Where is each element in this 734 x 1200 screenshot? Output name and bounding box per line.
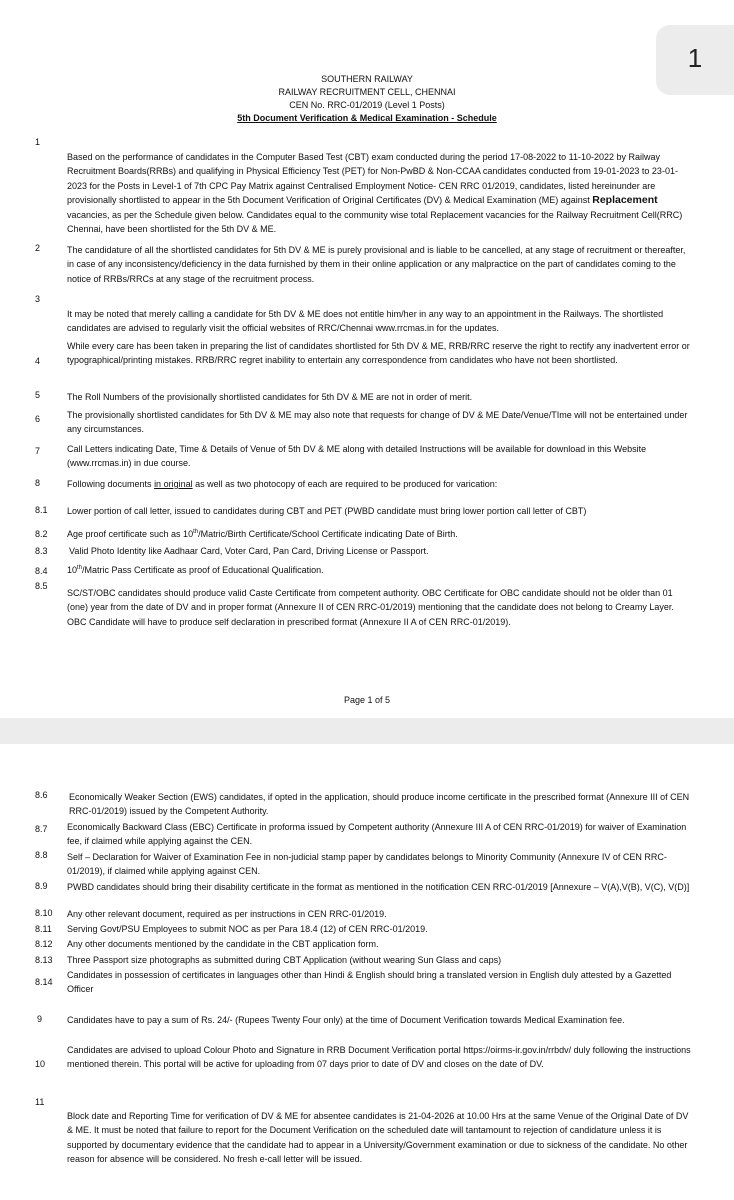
para-text: /Matric/Birth Certificate/School Certificate indicating Date of Birth. [198, 529, 458, 539]
para-2: The candidature of all the shortlisted candidates for 5th DV & ME is purely provisional and is liable to be cancelled, at any stage of recruitment or thereafter, in case of any inconsistency/deficiency in the data furnished by them in their online application or any malpractice on the part of candidates coming to the notice of RRBs/RRCs at any stage of the recruitment process. [67, 245, 686, 284]
para-number: 8 [35, 478, 41, 488]
para-6: The provisionally shortlisted candidates for 5th DV & ME may also note that requests for change of DV & ME Date/Venue/TIme will not be entertained under any circumstances. [67, 410, 688, 435]
para-text: Following documents [67, 479, 152, 489]
header-title: 5th Document Verification & Medical Examination - Schedule [237, 113, 497, 123]
para-11: Block date and Reporting Time for verification of DV & ME for absentee candidates is 21-04-2026 at 10.00 Hrs at the same Venue of the Original Date of DV & ME. It must be noted that failure to report for the Document Verification on the scheduled date will tantamount to rejection of candidature unless it is supported by documentary evidence that the candidate had to appear in a University/Government examination or due to sickness of the candidate. No other reason for absence will be considered. No fresh e-call letter will be issued. [67, 1111, 689, 1165]
para-number: 4 [35, 356, 41, 366]
para-number: 7 [35, 446, 41, 456]
superscript: th [77, 565, 83, 571]
para-8-7: Economically Backward Class (EBC) Certificate in proforma issued by Competent authority (Annexure III A of CEN RRC-01/2019) for waiver of Examination fee, if claimed while applying against the CEN. [67, 822, 687, 847]
para-number: 8.2 [35, 529, 48, 539]
page-gap [0, 718, 734, 744]
para-number: 8.1 [35, 505, 48, 515]
superscript: th [193, 529, 199, 535]
para-number: 9 [37, 1014, 43, 1024]
para-number: 1 [35, 137, 41, 147]
para-7: Call Letters indicating Date, Time & Details of Venue of 5th DV & ME along with detailed Instructions will be available for download in this Website (www.rrcmas.in) in due course. [67, 444, 647, 469]
header-org: SOUTHERN RAILWAY [321, 74, 413, 84]
para-10: Candidates are advised to upload Colour Photo and Signature in RRB Document Verification portal https://oirms-ir.gov.in/rrbdv/ duly following the instructions mentioned therein. This portal will be active for uploading from 07 days prior to date of DV and closes on the date of DV. [67, 1045, 691, 1070]
para-number: 2 [35, 243, 41, 253]
para-number: 8.14 [35, 977, 53, 987]
para-8-3: Valid Photo Identity like Aadhaar Card, Voter Card, Pan Card, Driving License or Passport. [69, 546, 429, 556]
para-number: 8.12 [35, 939, 53, 949]
para-text: vacancies, as per the Schedule given below. Candidates equal to the community wise total Replacement vacancies for the Railway Recruitment Cell(RRC) Chennai, have been shortlisted for the 5th DV & ME. [67, 209, 683, 235]
para-8-5: SC/ST/OBC candidates should produce valid Caste Certificate from competent authority. OBC Certificate for OBC candidate should not be older than 01 (one) year from the date of DV and in proper format (Annexure II of CEN RRC-01/2019) mentioning that the candidate does not belong to Creamy Layer. OBC Candidate will have to produce self declaration in prescribed format (Annexure II A of CEN RRC-01/2019). [67, 588, 674, 627]
para-9: Candidates have to pay a sum of Rs. 24/- (Rupees Twenty Four only) at the time of Document Verification towards Medical Examination fee. [67, 1015, 625, 1025]
para-number: 8.4 [35, 566, 48, 576]
para-number: 8.11 [35, 924, 52, 934]
para-8-13: Three Passport size photographs as submitted during CBT Application (without wearing Sun Glass and caps) [67, 955, 502, 965]
para-number: 11 [35, 1097, 45, 1107]
para-3: It may be noted that merely calling a candidate for 5th DV & ME does not entitle him/her in any way to an appointment in the Railways. The shortlisted candidates are advised to regularly visit the official websites of RRC/Chennai www.rrcmas.in for the updates. [67, 309, 664, 334]
para-number: 10 [35, 1059, 46, 1069]
para-text: Age proof certificate such as 10 [67, 529, 194, 539]
para-number: 8.13 [35, 955, 53, 965]
para-number: 8.9 [35, 881, 48, 891]
para-text: Based on the performance of candidates in the Computer Based Test (CBT) exam conducted during the period 17-08-2022 to 11-10-2022 by Railway Recruitment Boards(RRBs) and qualifying in Physical Efficiency Test (PET) for Non-PwBD & Non-CCAA candidates conducted from 19-01-2023 to 23-01-2023 for the Posts in Level-1 of 7th CPC Pay Matrix against Centralised Employment Notice- CEN RRC 01/2019, candidates, listed hereinunder are provisionally shortlisted to appear in the 5th Document Verification of Original Certificates (DV) & Medical Examination (ME) against [67, 152, 678, 206]
header-cell: RAILWAY RECRUITMENT CELL, CHENNAI [278, 87, 456, 97]
para-number: 8.7 [35, 824, 48, 834]
page-footer: Page 1 of 5 [343, 695, 391, 705]
para-bold-text: Replacement [592, 194, 658, 207]
para-4: While every care has been taken in preparing the list of candidates shortlisted for 5th DV & ME, RRB/RRC reserve the right to rectify any inadvertent error or typographical/printing mistakes. RRB/RRC regret inability to entertain any correspondence from candidates who have not been shortlisted. [67, 341, 690, 366]
para-8-11: Serving Govt/PSU Employees to submit NOC as per Para 18.4 (12) of CEN RRC-01/2019. [67, 924, 428, 934]
para-text: /Matric Pass Certificate as proof of Educational Qualification. [82, 565, 324, 575]
para-8-4 [67, 563, 692, 577]
document-header [0, 73, 734, 125]
header-cen: CEN No. RRC-01/2019 (Level 1 Posts) [289, 100, 445, 110]
para-8-1: Lower portion of call letter, issued to candidates during CBT and PET (PWBD candidate must bring lower portion call letter of CBT) [67, 506, 587, 516]
document-page-2 [0, 744, 734, 1200]
para-8-8: Self – Declaration for Waiver of Examination Fee in non-judicial stamp paper by candidates belongs to Minority Community (Annexure IV of CEN RRC-01/2019), if claimed while applying against CEN. [67, 852, 667, 877]
para-number: 8.6 [35, 790, 48, 800]
underlined-text: in original [154, 479, 193, 489]
para-8-2 [67, 527, 692, 541]
para-8-12: Any other documents mentioned by the candidate in the CBT application form. [67, 939, 379, 949]
para-8-6: Economically Weaker Section (EWS) candidates, if opted in the application, should produce income certificate in the prescribed format (Annexure III of CEN RRC-01/2019) issued by the Competent Authority. [69, 792, 690, 817]
para-number: 8.8 [35, 850, 48, 860]
para-1 [67, 150, 692, 236]
para-number: 3 [35, 294, 41, 304]
para-text: as well as two photocopy of each are required to be produced for varication: [195, 479, 498, 489]
para-8-9: PWBD candidates should bring their disability certificate in the format as mentioned in the notification CEN RRC-01/2019 [Annexure – V(A),V(B), V(C), V(D)] [67, 882, 690, 892]
para-text: 10 [67, 565, 78, 575]
para-number: 5 [35, 390, 41, 400]
para-number: 8.3 [35, 546, 48, 556]
para-number: 8.10 [35, 908, 53, 918]
para-8-10: Any other relevant document, required as per instructions in CEN RRC-01/2019. [67, 909, 387, 919]
para-8 [67, 477, 692, 491]
para-number: 6 [35, 414, 41, 424]
para-8-14: Candidates in possession of certificates in languages other than Hindi & English should bring a translated version in English duly attested by a Gazetted Officer [67, 970, 672, 995]
page-number-badge: 1 [656, 25, 734, 95]
para-5: The Roll Numbers of the provisionally shortlisted candidates for 5th DV & ME are not in order of merit. [67, 392, 473, 402]
para-number: 8.5 [35, 581, 48, 591]
